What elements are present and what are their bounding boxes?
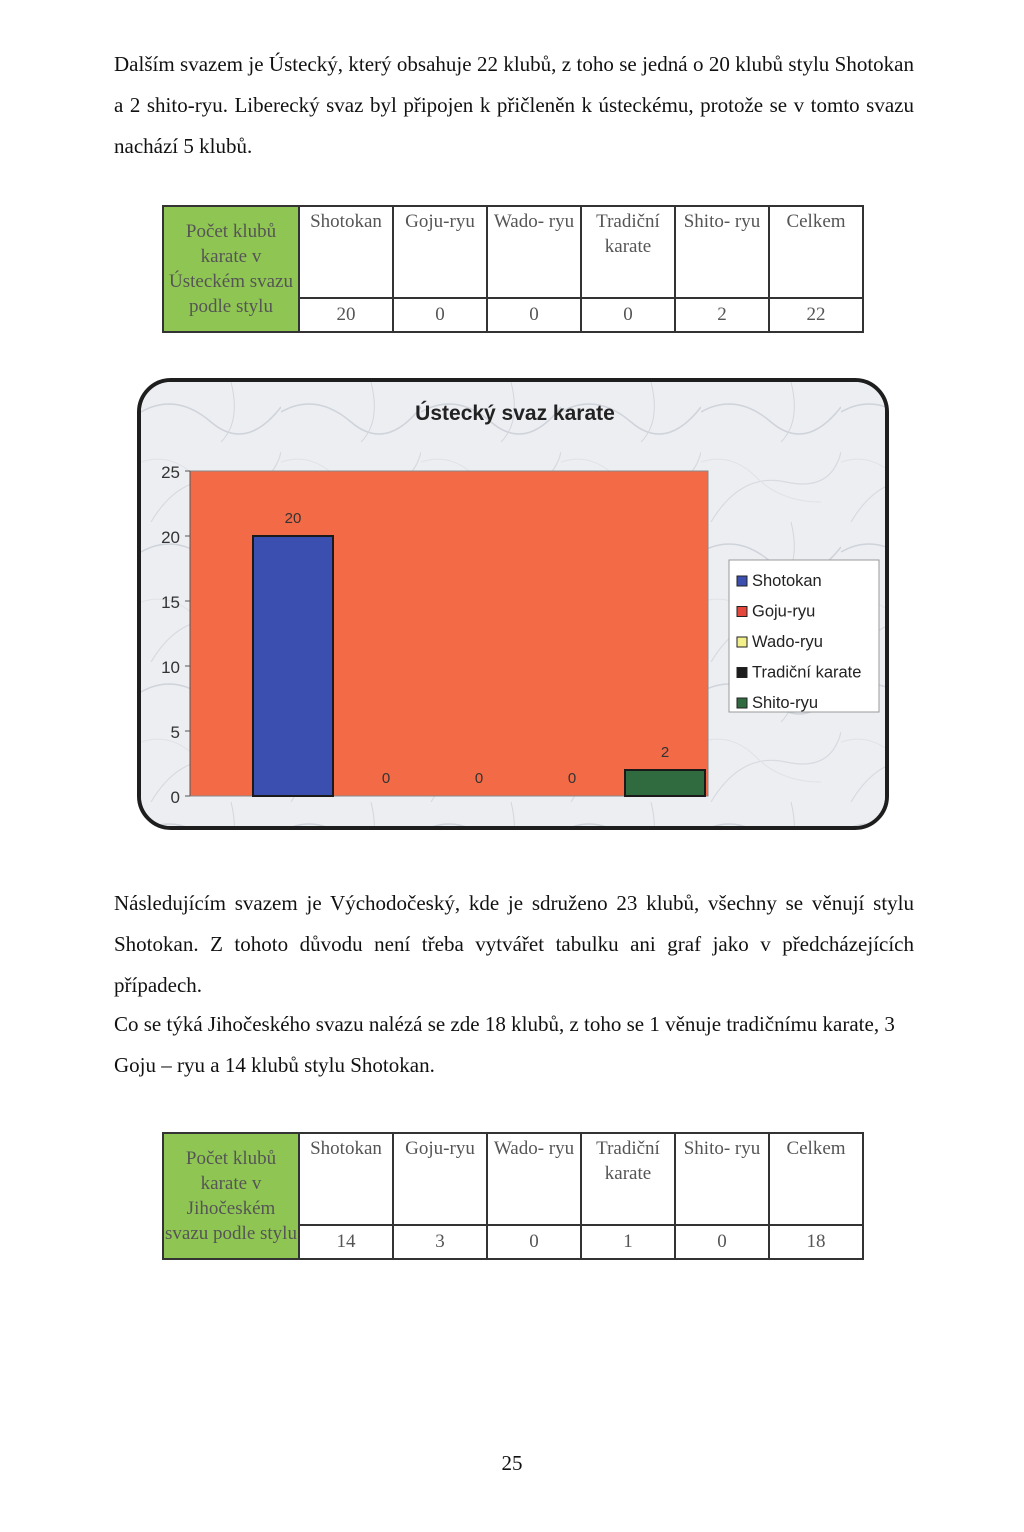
data-label: 2 [660, 744, 670, 761]
table-cell: 0 [581, 298, 675, 332]
table-header: Tradiční karate [581, 1133, 675, 1225]
chart-svg [141, 382, 885, 826]
table-header: Celkem [769, 206, 863, 298]
table-caption: Počet klubů karate v Ústeckém svazu podle stylu [163, 206, 299, 332]
legend-swatch [737, 698, 747, 708]
table-header: Goju-ryu [393, 1133, 487, 1225]
table-header: Shito- ryu [675, 1133, 769, 1225]
y-tick-label: 0 [170, 788, 180, 807]
table-cell: 22 [769, 298, 863, 332]
table-cell: 3 [393, 1225, 487, 1259]
table-cell: 18 [769, 1225, 863, 1259]
data-label: 0 [381, 770, 391, 787]
y-tick-label: 10 [161, 658, 180, 677]
chart-ustecky [137, 378, 889, 830]
y-tick-label: 25 [161, 463, 180, 482]
legend-label: Wado-ryu [752, 633, 823, 651]
y-tick-label: 5 [170, 723, 180, 742]
table-cell: 0 [675, 1225, 769, 1259]
legend-swatch [737, 576, 747, 586]
table-jihocesky-clubs [162, 1132, 864, 1260]
table-header: Wado- ryu [487, 206, 581, 298]
table-cell: 14 [299, 1225, 393, 1259]
y-tick-label: 15 [161, 593, 180, 612]
paragraph-ustecky: Dalším svazem je Ústecký, který obsahuje 22 klubů, z toho se jedná o 20 klubů stylu Shotokan a 2 shito-ryu. Liberecký svaz byl připojen k přičleněn k ústeckému, protože se v tomto svazu nachází 5 klubů. [114, 52, 914, 158]
legend-swatch [737, 637, 747, 647]
table-header: Shito- ryu [675, 206, 769, 298]
table-header: Tradiční karate [581, 206, 675, 298]
table-header: Celkem [769, 1133, 863, 1225]
table-cell: 20 [299, 298, 393, 332]
y-tick-label: 20 [161, 528, 180, 547]
legend-swatch [737, 668, 747, 678]
table-ustecky-clubs [162, 205, 864, 333]
table-header: Shotokan [299, 1133, 393, 1225]
legend-label: Shotokan [752, 572, 822, 590]
bar-shito-ryu [625, 770, 705, 796]
paragraph-jihocesky: Co se týká Jihočeského svazu nalézá se zde 18 klubů, z toho se 1 věnuje tradičnímu karate, 3 Goju – ryu a 14 klubů stylu Shotokan. [114, 1012, 895, 1077]
page-number: 25 [501, 1451, 523, 1475]
table-header: Wado- ryu [487, 1133, 581, 1225]
data-label: 20 [284, 510, 302, 527]
table-cell: 0 [487, 1225, 581, 1259]
legend-label: Goju-ryu [752, 602, 816, 621]
table-cell: 1 [581, 1225, 675, 1259]
table-header: Shotokan [299, 206, 393, 298]
table-header: Goju-ryu [393, 206, 487, 298]
legend-label: Shito-ryu [752, 694, 819, 712]
paragraph-vychodocesky: Následujícím svazem je Východočeský, kde je sdruženo 23 klubů, všechny se věnují stylu Shotokan. Z tohoto důvodu není třeba vytvářet tabulku ani graf jako v předcházejících případech. [114, 891, 914, 997]
data-label: 0 [567, 770, 577, 787]
legend-swatch [737, 607, 747, 617]
table-caption: Počet klubů karate v Jihočeském svazu podle stylu [163, 1133, 299, 1259]
table-cell: 2 [675, 298, 769, 332]
data-label: 0 [474, 770, 484, 787]
table-cell: 0 [393, 298, 487, 332]
bar-shotokan [253, 536, 333, 796]
chart-title: Ústecký svaz karate [415, 402, 615, 425]
legend-label: Tradiční karate [752, 663, 862, 682]
table-cell: 0 [487, 298, 581, 332]
